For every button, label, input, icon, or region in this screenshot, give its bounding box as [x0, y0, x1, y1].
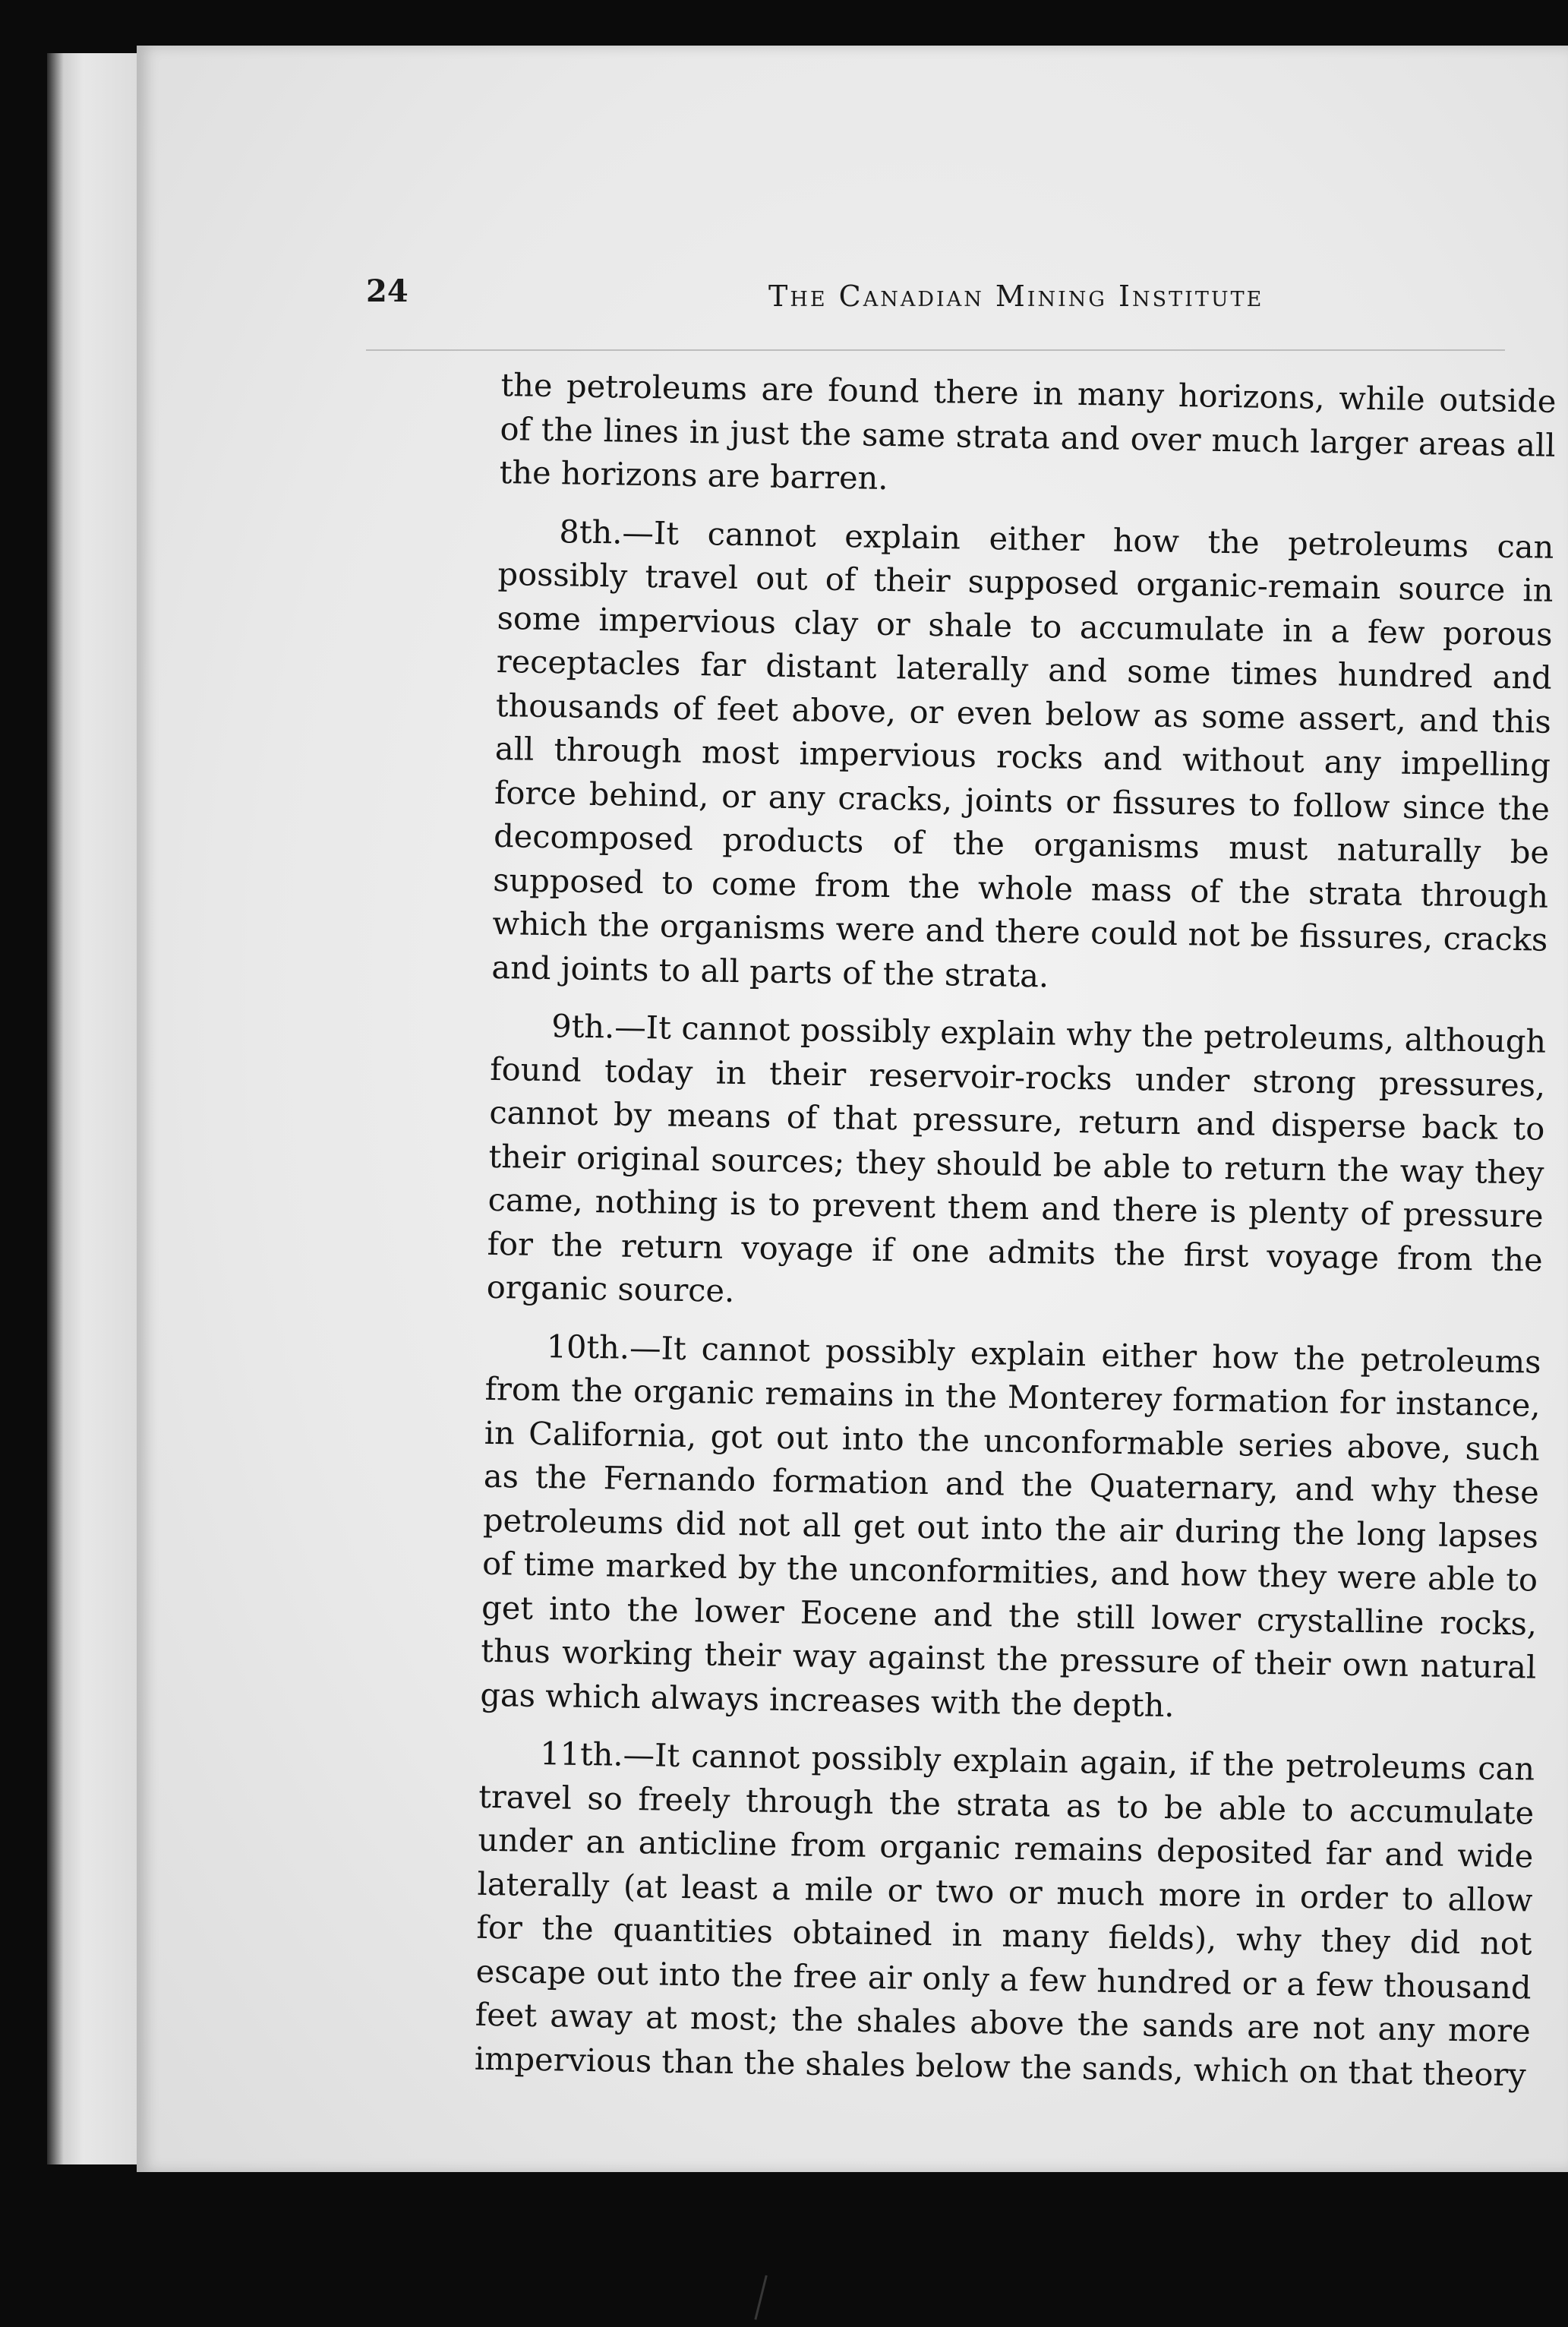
paragraph-11th: 11th.—It cannot possibly explain again, if the petroleums can travel so freely through the strata as to be able to accumulate under an anticline from organic remains deposited far and wide laterally (at least a mile or two or much more in order to allow for the quantities obtained in many fields), why they did not escape out into the free air only a few hundred or a few thousand feet away at most; the shales above the sands are not any more impervious than the shales below the sands, which on that theory	[474, 1735, 1535, 2093]
paragraph-continuation: the petroleums are found there in many horizons, while outside of the lines in just the same strata and over much larger areas all the horizons are barren.	[499, 365, 1557, 497]
paragraph-8th: 8th.—It cannot explain either how the petroleums can possibly travel out of their supposed organic-remain source in some impervious clay or shale to accumulate in a few porous receptacles far distant laterally and some times hundred and thousands of feet above, or even below as some assert, and this all through most impervious rocks and without any impelling force behind, or any cracks, joints or fissures to follow since the decomposed products of the organisms must naturally be supposed to come from the whole mass of the strata through which the organisms were and there could not be fissures, cracks and joints to all parts of the strata.	[491, 512, 1554, 994]
body-text	[474, 363, 1557, 2111]
running-header	[366, 235, 1505, 327]
page-edge-strip	[47, 53, 138, 2164]
paragraph-9th: 9th.—It cannot possibly explain why the petroleums, although found today in their reservoir-rocks under strong pressures, cannot by means of that pressure, return and disperse back to their original sources; they should be able to return the way they came, nothing is to prevent them and there is plenty of pressure for the return voyage if one admits the first voyage from the organic source.	[486, 1007, 1547, 1309]
page-number: 24	[366, 273, 409, 309]
paragraph-10th: 10th.—It cannot possibly explain either how the petroleums from the organic remains in the Monterey formation for instance, in California, got out into the unconformable series above, such as the Fernando formation and the Quaternary, and why these petroleums did not all get out into the air during the long lapses of time marked by the unconformities, and how they were able to get into the lower Eocene and the still lower crystalline rocks, thus working their way against the pressure of their own natural gas which always increases with the depth.	[480, 1327, 1541, 1724]
scan-artifact	[754, 2275, 797, 2327]
header-rule	[366, 349, 1505, 351]
running-title: The Canadian Mining Institute	[768, 279, 1264, 313]
